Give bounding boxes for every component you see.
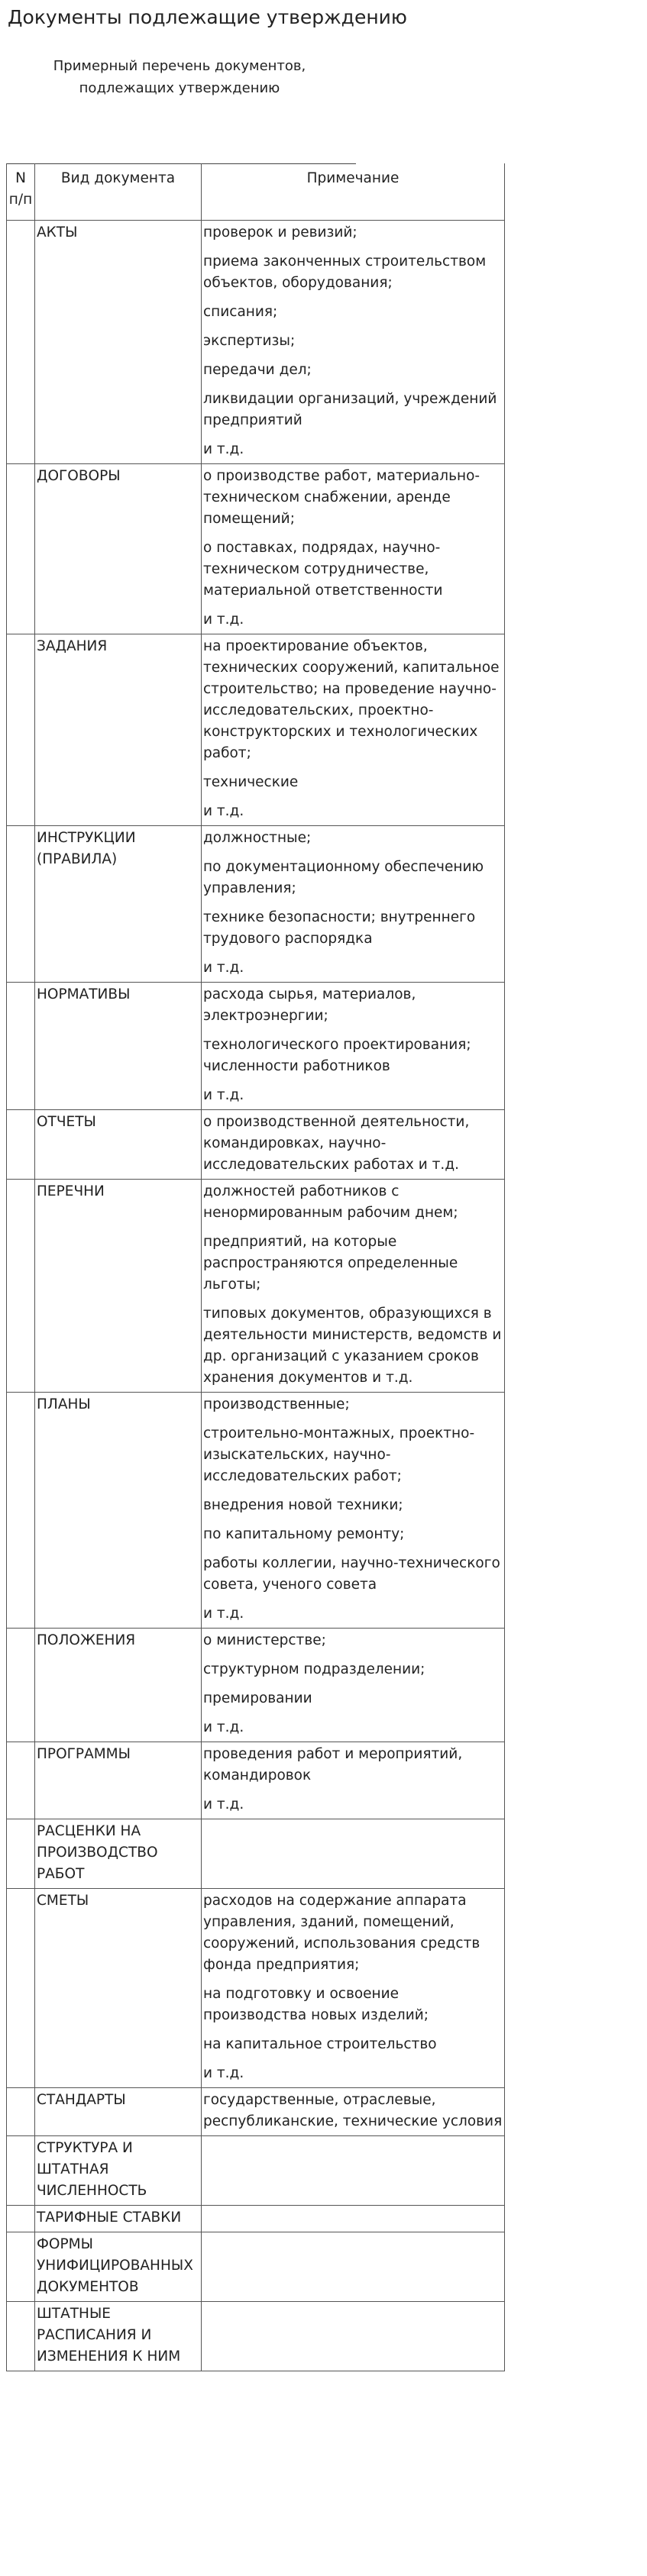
header-note: Примечание — [202, 163, 505, 221]
note-cell — [202, 826, 505, 983]
row-number-cell — [7, 2232, 35, 2302]
document-type-cell: ОТЧЕТЫ — [35, 1110, 202, 1180]
row-number-cell — [7, 2206, 35, 2232]
document-type-cell: СТРУКТУРА И ШТАТНАЯ ЧИСЛЕННОСТЬ — [35, 2136, 202, 2206]
documents-table — [6, 163, 505, 2371]
note-item: приема законченных строительством объектов, оборудования; — [203, 253, 487, 291]
row-number-cell — [7, 221, 35, 464]
table-row — [7, 221, 505, 464]
document-type-cell: РАСЦЕНКИ НА ПРОИЗВОДСТВО РАБОТ — [35, 1819, 202, 1889]
header-document-type: Вид документа — [35, 163, 202, 221]
row-number-cell — [7, 1889, 35, 2088]
table-row — [7, 1629, 505, 1742]
note-item: работы коллегии, научно-технического совета, ученого совета — [203, 1555, 500, 1593]
note-item: о поставках, подрядах, научно-техническом сотрудничестве, материальной ответственности — [203, 540, 443, 599]
note-cell — [202, 2206, 505, 2232]
note-item: технике безопасности; внутреннего трудового распорядка — [203, 909, 476, 947]
document-type-cell: НОРМАТИВЫ — [35, 983, 202, 1110]
note-item: внедрения новой техники; — [203, 1497, 403, 1513]
note-cell — [202, 1889, 505, 2088]
note-item: расходов на содержание аппарата управления, зданий, помещений, сооружений, использования средств фонда предприятия; — [203, 1893, 480, 1973]
note-cell — [202, 1180, 505, 1393]
note-item: технические — [203, 774, 299, 790]
note-item: на проектирование объектов, технических сооружений, капитальное строительство; на проведение научно-исследовательских, проектно-конструкторских и технологических работ; — [203, 638, 500, 761]
note-item: производственные; — [203, 1396, 350, 1412]
note-item: строительно-монтажных, проектно-изыскательских, научно-исследовательских работ; — [203, 1425, 475, 1484]
note-cell — [202, 1393, 505, 1629]
row-number-cell — [7, 2302, 35, 2371]
table-row — [7, 2206, 505, 2232]
note-item: и т.д. — [203, 2065, 244, 2081]
row-number-cell — [7, 983, 35, 1110]
note-item: должностные; — [203, 830, 312, 846]
note-cell — [202, 2302, 505, 2371]
table-row — [7, 1742, 505, 1819]
note-cell — [202, 1742, 505, 1819]
table-row — [7, 826, 505, 983]
table-row — [7, 1819, 505, 1889]
note-item: типовых документов, образующихся в деятельности министерств, ведомств и др. организаций с указанием сроков хранения документов и т.д. — [203, 1306, 502, 1386]
table-row — [7, 2302, 505, 2371]
row-number-cell — [7, 2088, 35, 2136]
row-number-cell — [7, 1110, 35, 1180]
note-cell — [202, 2232, 505, 2302]
note-cell — [202, 221, 505, 464]
row-number-cell — [7, 1629, 35, 1742]
row-number-cell — [7, 1742, 35, 1819]
row-number-cell — [7, 2136, 35, 2206]
note-item: расхода сырья, материалов, электроэнергии; — [203, 986, 416, 1024]
document-type-cell: ЗАДАНИЯ — [35, 634, 202, 826]
row-number-cell — [7, 1393, 35, 1629]
subtitle-line-1: Примерный перечень документов, — [53, 58, 306, 74]
document-type-cell: СТАНДАРТЫ — [35, 2088, 202, 2136]
note-cell — [202, 2088, 505, 2136]
note-cell — [202, 2136, 505, 2206]
note-item: технологического проектирования; численности работников — [203, 1037, 471, 1074]
document-subtitle — [0, 55, 359, 99]
document-type-cell: ДОГОВОРЫ — [35, 464, 202, 634]
note-item: списания; — [203, 304, 278, 320]
page-heading: Документы подлежащие утверждению — [8, 6, 407, 28]
note-item: премировании — [203, 1690, 312, 1706]
note-item: по капитальному ремонту; — [203, 1526, 405, 1542]
table-row — [7, 2136, 505, 2206]
table-row — [7, 634, 505, 826]
note-item: должностей работников с ненормированным рабочим днем; — [203, 1183, 458, 1221]
row-number-cell — [7, 1819, 35, 1889]
note-cell — [202, 1110, 505, 1180]
note-item: передачи дел; — [203, 362, 312, 378]
row-number-cell — [7, 826, 35, 983]
note-item: и т.д. — [203, 1606, 244, 1622]
note-item: проверок и ревизий; — [203, 224, 357, 240]
table-row — [7, 1393, 505, 1629]
document-type-cell: ФОРМЫ УНИФИЦИРОВАННЫХ ДОКУМЕНТОВ — [35, 2232, 202, 2302]
table-row — [7, 464, 505, 634]
note-item: о производстве работ, материально-техническом снабжении, аренде помещений; — [203, 468, 480, 527]
note-cell — [202, 1629, 505, 1742]
note-item: предприятий, на которые распространяются определенные льготы; — [203, 1234, 458, 1293]
note-cell — [202, 983, 505, 1110]
table-row — [7, 1180, 505, 1393]
document-type-cell: СМЕТЫ — [35, 1889, 202, 2088]
header-number: N п/п — [7, 163, 35, 221]
note-item: и т.д. — [203, 1087, 244, 1103]
note-item: о министерстве; — [203, 1632, 326, 1648]
note-item: по документационному обеспечению управления; — [203, 859, 484, 896]
document-type-cell: ПРОГРАММЫ — [35, 1742, 202, 1819]
note-item: на подготовку и освоение производства новых изделий; — [203, 1986, 429, 2023]
table-row — [7, 983, 505, 1110]
document-type-cell: ПЛАНЫ — [35, 1393, 202, 1629]
row-number-cell — [7, 634, 35, 826]
subtitle-line-2: подлежащих утверждению — [79, 80, 280, 96]
note-item: экспертизы; — [203, 333, 296, 349]
table-row — [7, 2088, 505, 2136]
row-number-cell — [7, 1180, 35, 1393]
note-cell — [202, 634, 505, 826]
note-item: и т.д. — [203, 612, 244, 628]
note-item: и т.д. — [203, 803, 244, 819]
document-type-cell: АКТЫ — [35, 221, 202, 464]
note-item: и т.д. — [203, 1719, 244, 1735]
note-cell — [202, 464, 505, 634]
note-item: государственные, отраслевые, республиканские, технические условия — [203, 2092, 503, 2129]
table-body — [7, 221, 505, 2371]
note-item: ликвидации организаций, учреждений предприятий — [203, 391, 497, 428]
note-item: и т.д. — [203, 441, 244, 457]
note-item: и т.д. — [203, 960, 244, 976]
table-header-row — [7, 163, 505, 221]
note-item: структурном подразделении; — [203, 1661, 425, 1677]
note-item: и т.д. — [203, 1796, 244, 1813]
note-item: проведения работ и мероприятий, командировок — [203, 1746, 463, 1784]
note-item: на капитальное строительство — [203, 2036, 437, 2052]
table-row — [7, 1110, 505, 1180]
row-number-cell — [7, 464, 35, 634]
document-type-cell: ИНСТРУКЦИИ (ПРАВИЛА) — [35, 826, 202, 983]
note-cell — [202, 1819, 505, 1889]
note-item: о производственной деятельности, командировках, научно-исследовательских работах и т.д. — [203, 1114, 470, 1173]
document-type-cell: ШТАТНЫЕ РАСПИСАНИЯ И ИЗМЕНЕНИЯ К НИМ — [35, 2302, 202, 2371]
document-type-cell: ТАРИФНЫЕ СТАВКИ — [35, 2206, 202, 2232]
document-type-cell: ПОЛОЖЕНИЯ — [35, 1629, 202, 1742]
table-row — [7, 2232, 505, 2302]
document-type-cell: ПЕРЕЧНИ — [35, 1180, 202, 1393]
table-row — [7, 1889, 505, 2088]
